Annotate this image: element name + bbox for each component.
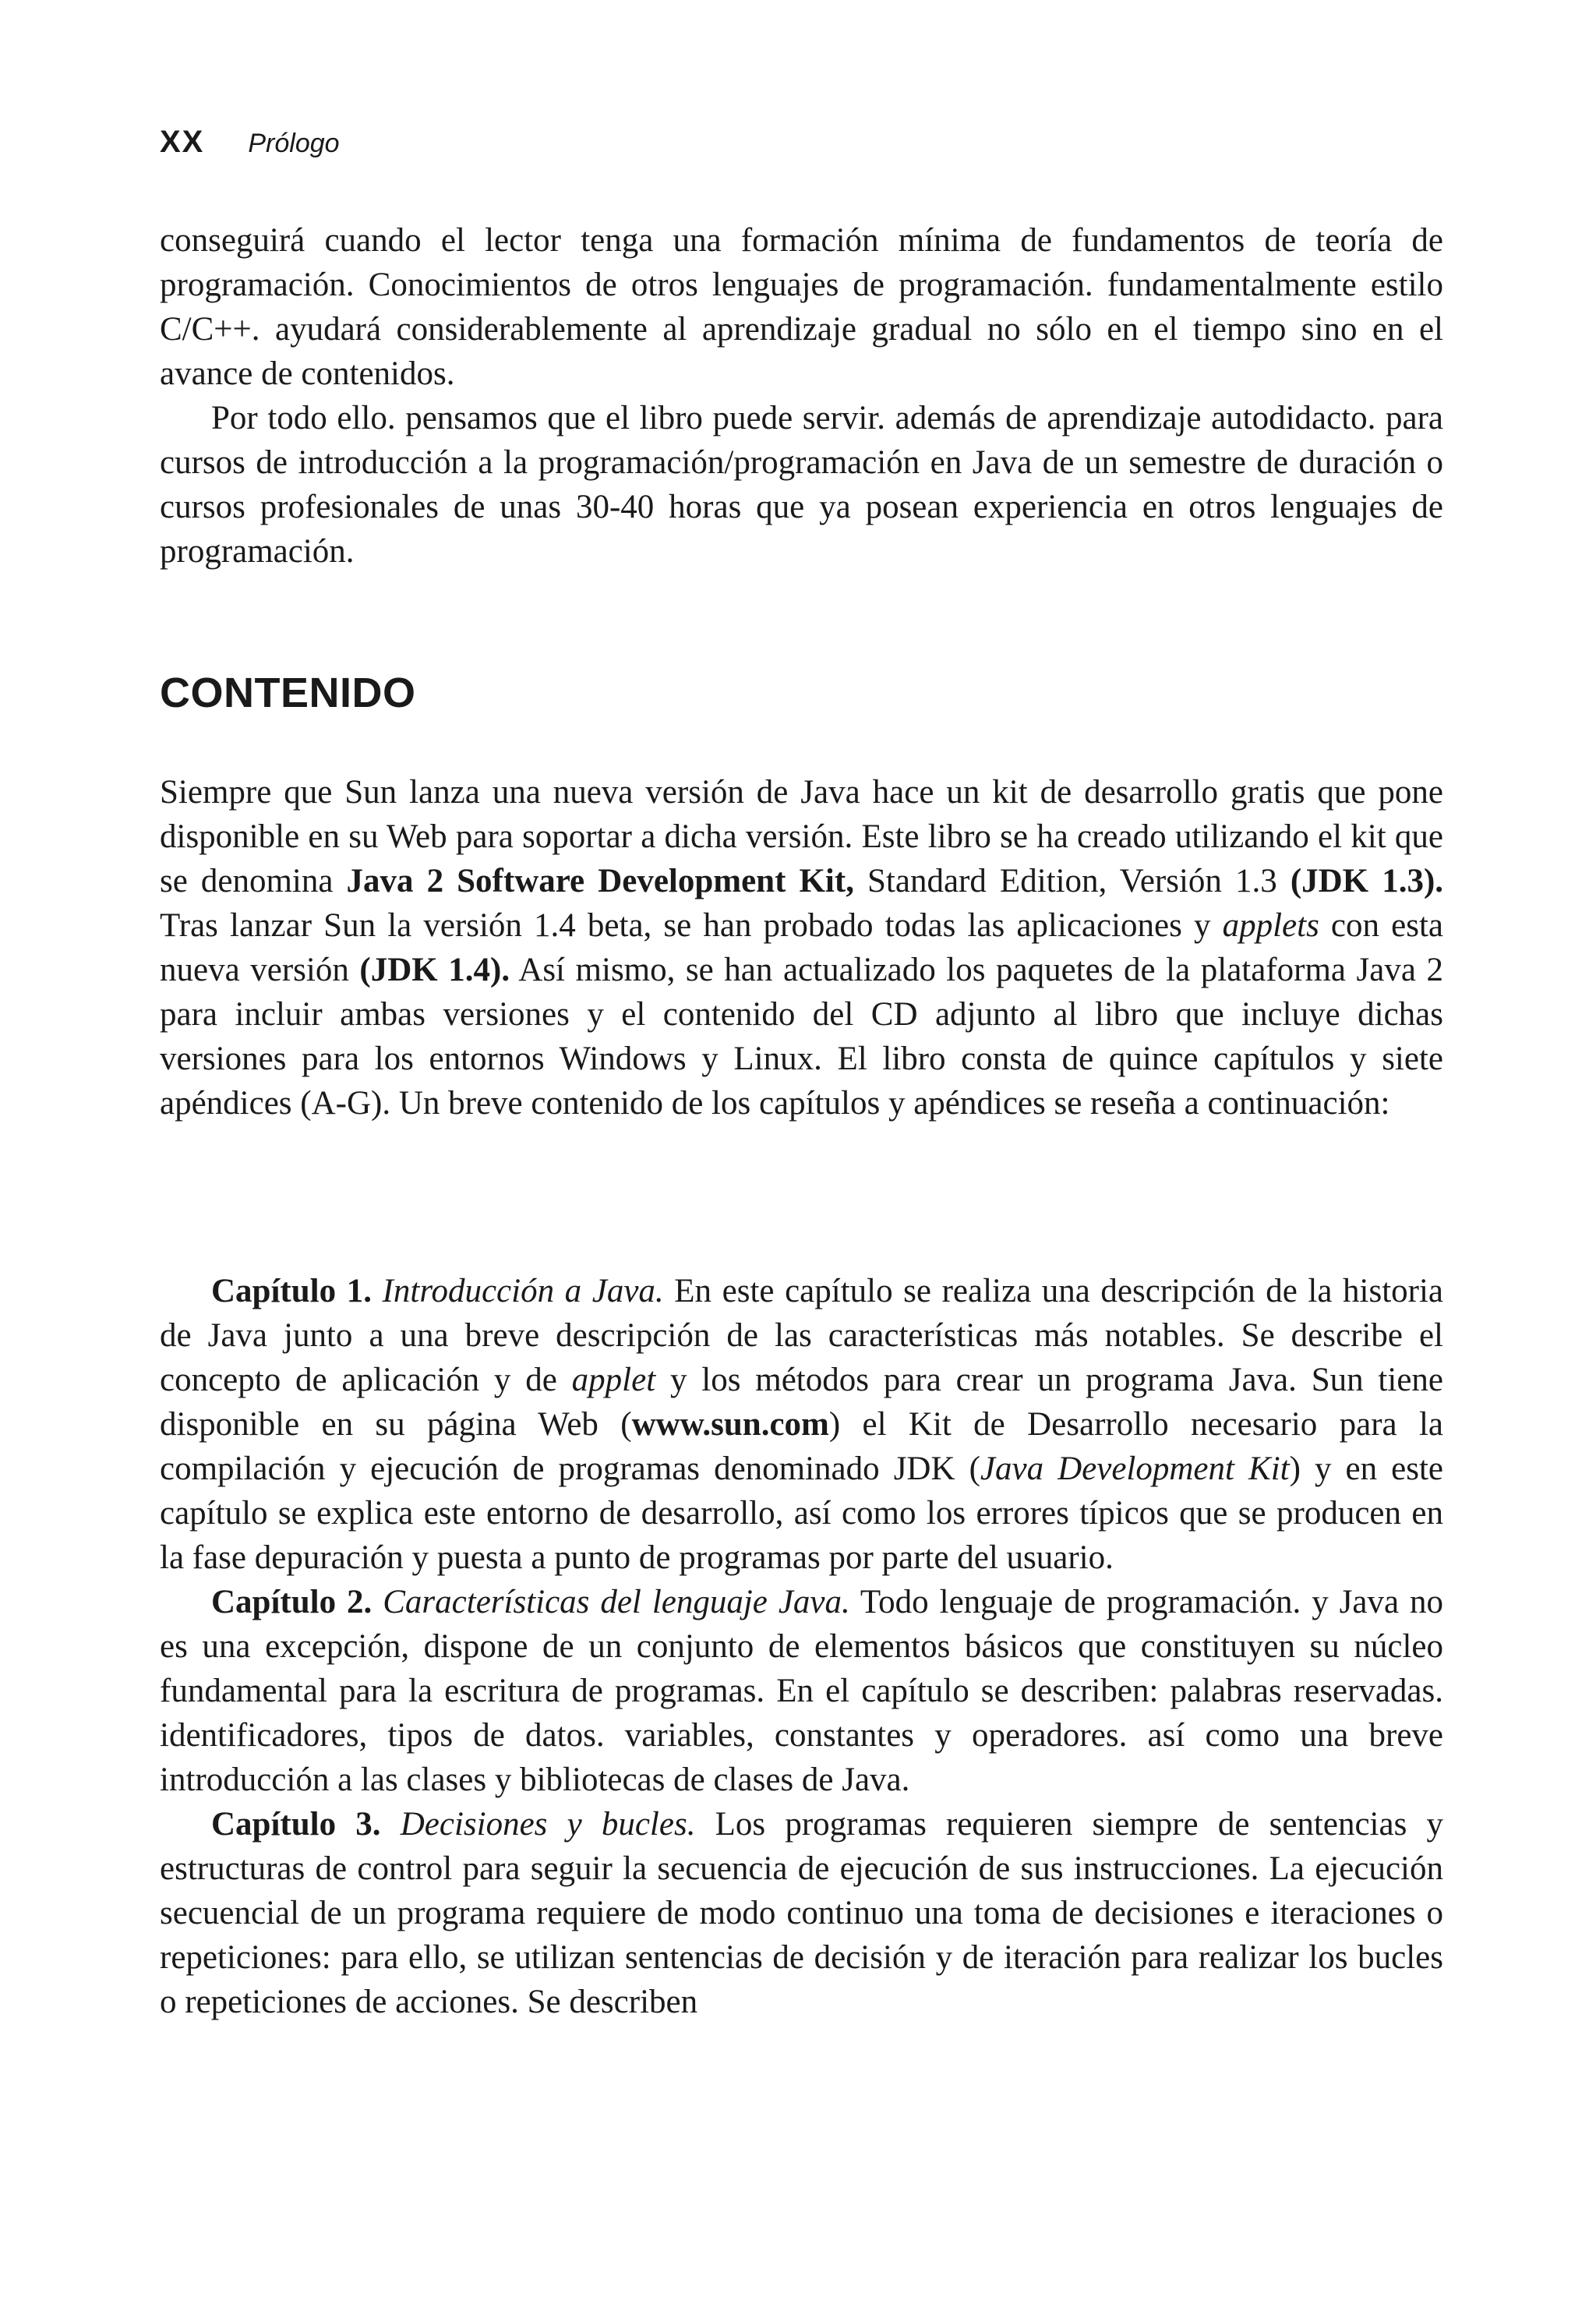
chapter-label: Capítulo 3. <box>211 1806 381 1843</box>
chapter-title: Decisiones y bucles. <box>400 1806 696 1843</box>
text-run: Los programas requieren siempre de sentencias y estructuras de control para seguir la secuencia de ejecución de sus instrucciones. La ejecución secuencial de un programa requiere de modo continuo una toma de decisiones e iteraciones o repeticiones: para ello, se utilizan sentencias de decisión y de iteración para realizar los bucles o repeticiones de acciones. Se describen <box>160 1806 1443 2020</box>
chapter-title: Introducción a Java. <box>382 1273 664 1309</box>
text-run: Todo lenguaje de programación. y Java no es una excepción, dispone de un conjunto de elementos básicos que constituyen su núcleo fundamental para la escritura de programas. En el capítulo se describen: palabras reservadas. identificadores, tipos de datos. variables, constantes y operadores. así como una breve introducción a las clases y bibliotecas de clases de Java. <box>160 1584 1443 1798</box>
chapter-label: Capítulo 1. <box>211 1273 372 1309</box>
text-run: ) el Kit de Desarrollo necesario para la compilación y ejecución de programas denominado JDK ( <box>160 1406 1443 1487</box>
text-run: ) y en este capítulo se explica este entorno de desarrollo, así como los errores típicos que se producen en la fase depuración y puesta a punto de programas por parte del usuario. <box>160 1451 1443 1576</box>
sun-url: www.sun.com <box>631 1406 829 1443</box>
chapters-list <box>160 1269 1443 2024</box>
section-heading-contenido: CONTENIDO <box>160 670 416 716</box>
text-run: Standard Edition, Versión 1.3 <box>853 863 1291 899</box>
chapter-label: Capítulo 2. <box>211 1584 373 1620</box>
text-run: Así mismo, se han actualizado los paquetes de la plataforma Java 2 para incluir ambas versiones y el contenido del CD adjunto al libro que incluye dichas versiones para los entornos Windows y Linux. El libro consta de quince capítulos y siete apéndices (A-G). Un breve contenido de los capítulos y apéndices se reseña a continuación: <box>160 952 1443 1122</box>
text-run: con esta nueva versión <box>160 907 1443 988</box>
text-run: y los métodos para crear un programa Java. Sun tiene disponible en su página Web ( <box>160 1362 1443 1443</box>
text-run: En este capítulo se realiza una descripción de la historia de Java junto a una breve descripción de las características más notables. Se describe el concepto de aplicación y de <box>160 1273 1444 1398</box>
applet-term: applet <box>571 1362 656 1398</box>
chapter-1-entry <box>160 1269 1443 1580</box>
page-number: XX <box>160 125 205 159</box>
running-head <box>160 125 340 160</box>
intro-paragraph-2: Por todo ello. pensamos que el libro puede servir. además de aprendizaje autodidacto. para cursos de introducción a la programación/programación en Java de un semestre de duración o cursos profesionales de unas 30-40 horas que ya posean experiencia en otros lenguajes de programación. <box>160 400 1443 570</box>
jdk-full-name: Java Development Kit <box>980 1451 1290 1487</box>
chapter-3-entry <box>160 1802 1443 2024</box>
text-run: Tras lanzar Sun la versión 1.4 beta, se han probado todas las aplicaciones y <box>160 907 1223 944</box>
running-head-title: Prólogo <box>248 129 340 158</box>
contenido-paragraph <box>160 770 1443 1125</box>
contenido-section <box>160 770 1443 1125</box>
intro-paragraph-1: conseguirá cuando el lector tenga una formación mínima de fundamentos de teoría de programación. Conocimientos de otros lenguajes de programación. fundamentalmente estilo C/C++. ayudará considerablemente al aprendizaje gradual no sólo en el tiempo sino en el avance de contenidos. <box>160 222 1443 392</box>
sdk-name: Java 2 Software Development Kit, <box>346 863 854 899</box>
intro-section <box>160 218 1443 574</box>
chapter-2-entry <box>160 1580 1443 1802</box>
jdk-13-label: (JDK 1.3). <box>1290 863 1444 899</box>
applets-term: applets <box>1222 907 1319 944</box>
jdk-14-label: (JDK 1.4). <box>359 952 510 988</box>
text-run: Siempre que Sun lanza una nueva versión de Java hace un kit de desarrollo gratis que pone disponible en su Web para soportar a dicha versión. Este libro se ha creado utilizando el kit que se denomina <box>160 774 1443 899</box>
chapter-title: Características del lenguaje Java. <box>383 1584 850 1620</box>
